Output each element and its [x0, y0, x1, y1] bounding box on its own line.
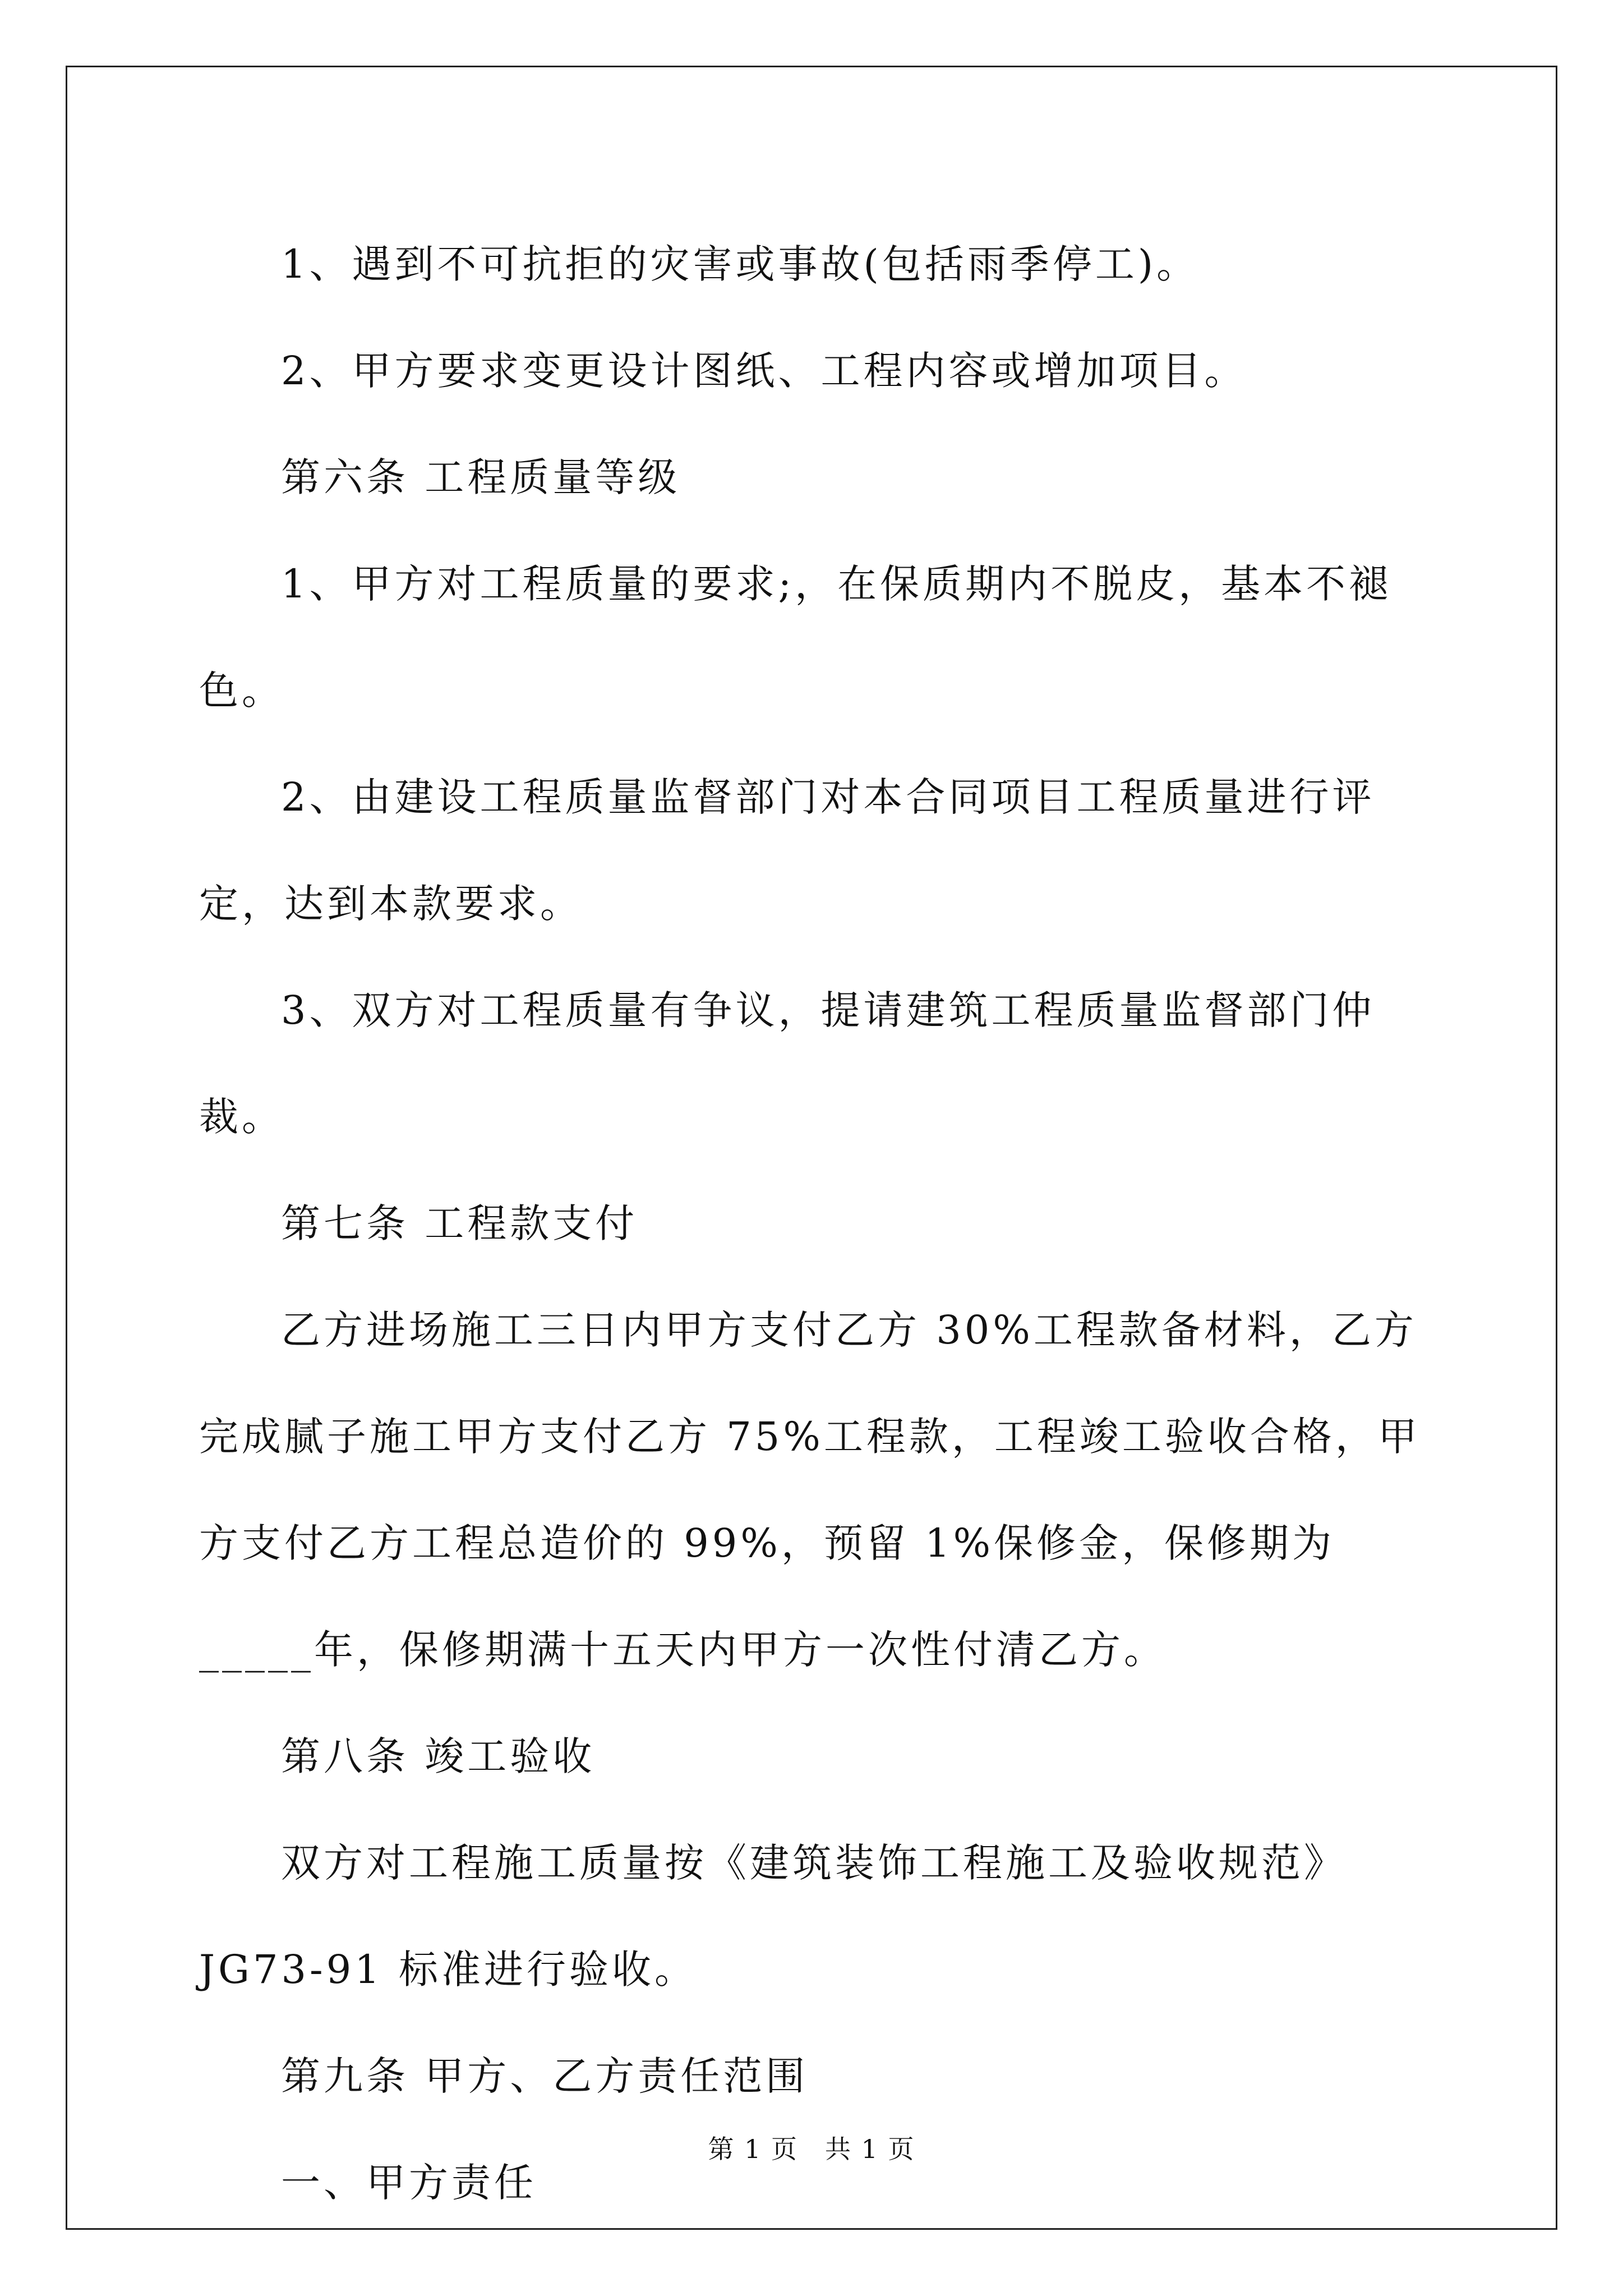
paragraph-6: 乙方进场施工三日内甲方支付乙方 30%工程款备材料，乙方完成腻子施工甲方支付乙方 75%工程款，工程竣工验收合格，甲方支付乙方工程总造价的 99%，预留 1%保修金，保修期为_____年，保修期满十五天内甲方一次性付清乙方。 — [199, 1307, 1421, 1673]
paragraph-1: 1、遇到不可抗拒的灾害或事故(包括雨季停工)。 — [281, 241, 1200, 287]
paragraph-4: 2、由建设工程质量监督部门对本合同项目工程质量进行评定，达到本款要求。 — [199, 774, 1375, 927]
section-heading-6: 第六条 工程质量等级 — [281, 454, 681, 500]
section-heading-8: 第八条 竣工验收 — [281, 1733, 596, 1779]
section-heading-9: 第九条 甲方、乙方责任范围 — [281, 2053, 809, 2099]
paragraph-2: 2、甲方要求变更设计图纸、工程内容或增加项目。 — [281, 348, 1247, 394]
paragraph-3: 1、甲方对工程质量的要求;，在保质期内不脱皮，基本不褪色。 — [199, 561, 1392, 714]
document-body — [199, 211, 1427, 2236]
paragraph-5: 3、双方对工程质量有争议，提请建筑工程质量监督部门仲裁。 — [199, 987, 1375, 1140]
page-number: 第 1 页 共 1 页 — [708, 2134, 915, 2164]
section-heading-7: 第七条 工程款支付 — [281, 1200, 638, 1246]
paragraph-7: 双方对工程施工质量按《建筑装饰工程施工及验收规范》JG73-91 标准进行验收。 — [199, 1840, 1347, 1993]
paragraph-8: 一、甲方责任 — [281, 2160, 537, 2206]
